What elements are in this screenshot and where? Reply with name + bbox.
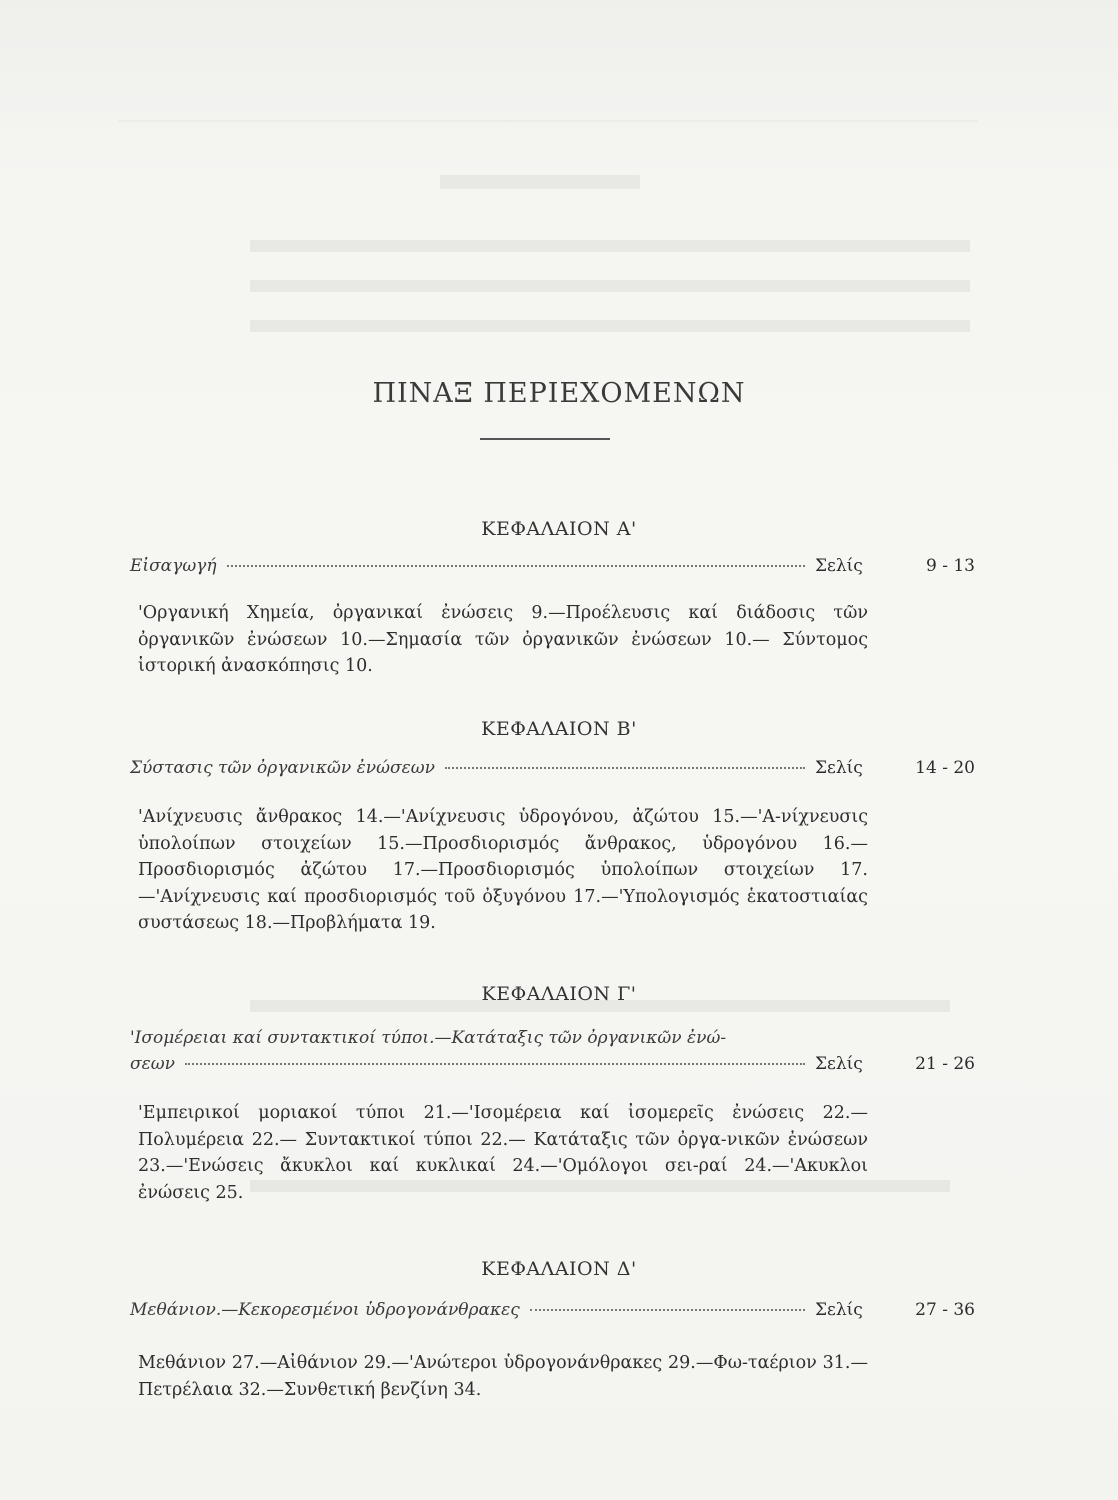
title-divider: [480, 438, 610, 440]
toc-entry: [130, 1054, 975, 1080]
show-through-text: [118, 100, 978, 122]
pages-word: Σελίς: [815, 556, 863, 576]
chapter-summary: 'Εμπειρικοί μοριακοί τύποι 21.—'Ισομέρεια καί ἰσομερεῖς ἐνώσεις 22.—Πολυμέρεια 22.— Συντακτικοί τύποι 22.— Κατάταξις τῶν ὀργα-νικῶν ἐνώσεων 23.—'Ενώσεις ἄκυκλοι καί κυκλικαί 24.—'Ομόλογοι σει-ραί 24.—'Ακυκλοι ἐνώσεις 25.: [138, 1103, 868, 1203]
show-through-text: [250, 320, 970, 332]
toc-entry: [130, 758, 975, 784]
entry-title: Μεθάνιον.—Κεκορεσμένοι ὑδρογονάνθρακες: [130, 1300, 520, 1320]
dot-leader: [530, 1309, 805, 1311]
entry-title: Σύστασις τῶν ὀργανικῶν ἐνώσεων: [130, 758, 435, 778]
chapter-heading: ΚΕΦΑΛΑΙΟΝ Β': [481, 718, 637, 740]
chapter-heading: ΚΕΦΑΛΑΙΟΝ Γ': [481, 983, 637, 1005]
toc-entry: [130, 1300, 975, 1326]
dot-leader: [445, 767, 805, 769]
page-range: 21 - 26: [915, 1054, 975, 1074]
chapter-summary: 'Ανίχνευσις ἄνθρακος 14.—'Ανίχνευσις ὑδρογόνου, ἀζώτου 15.—'Α-νίχνευσις ὑπολοίπων στοιχείων 15.—Προσδιορισμός ἄνθρακος, ὑδρογόνου 16.—Προσδιορισμός ἀζώτου 17.—Προσδιορισμός ὑπολοίπων στοιχείων 17.—'Ανίχνευσις καί προσδιορισμός τοῦ ὀξυγόνου 17.—'Υπολογισμός ἑκατοστιαίας συστάσεως 18.—Προβλήματα 19.: [138, 807, 868, 933]
pages-word: Σελίς: [815, 758, 863, 778]
entry-title-line: 'Ισομέρειαι καί συντακτικοί τύποι.—Κατάταξις τῶν ὀργανικῶν ἐνώ-: [130, 1028, 727, 1048]
page-range: 14 - 20: [915, 758, 975, 778]
entry-title: Εἰσαγωγή: [130, 556, 217, 576]
chapter-heading: ΚΕΦΑΛΑΙΟΝ Α': [481, 518, 637, 540]
show-through-text: [250, 280, 970, 292]
page-range: 9 - 13: [926, 556, 975, 576]
dot-leader: [185, 1063, 805, 1065]
toc-entry: [130, 556, 975, 582]
chapter-summary: Μεθάνιον 27.—Αἰθάνιον 29.—'Ανώτεροι ὑδρογονάνθρακες 29.—Φω-ταέριον 31.—Πετρέλαια 32.—Συνθετική βενζίνη 34.: [138, 1353, 868, 1400]
dot-leader: [227, 565, 805, 567]
page-range: 27 - 36: [915, 1300, 975, 1320]
chapter-heading: ΚΕΦΑΛΑΙΟΝ Δ': [481, 1258, 637, 1280]
show-through-text: [250, 240, 970, 252]
chapter-summary: 'Οργανική Χημεία, ὀργανικαί ἐνώσεις 9.—Προέλευσις καί διάδοσις τῶν ὀργανικῶν ἐνώσεων 10.—Σημασία τῶν ὀργανικῶν ἐνώσεων 10.— Σύντομος ἱστορική ἀνασκόπησις 10.: [138, 603, 868, 676]
pages-word: Σελίς: [815, 1300, 863, 1320]
pages-word: Σελίς: [815, 1054, 863, 1074]
show-through-text: [440, 175, 640, 189]
entry-title: σεων: [130, 1054, 175, 1074]
page-title: ΠΙΝΑΞ ΠΕΡΙΕΧΟΜΕΝΩΝ: [372, 378, 746, 409]
